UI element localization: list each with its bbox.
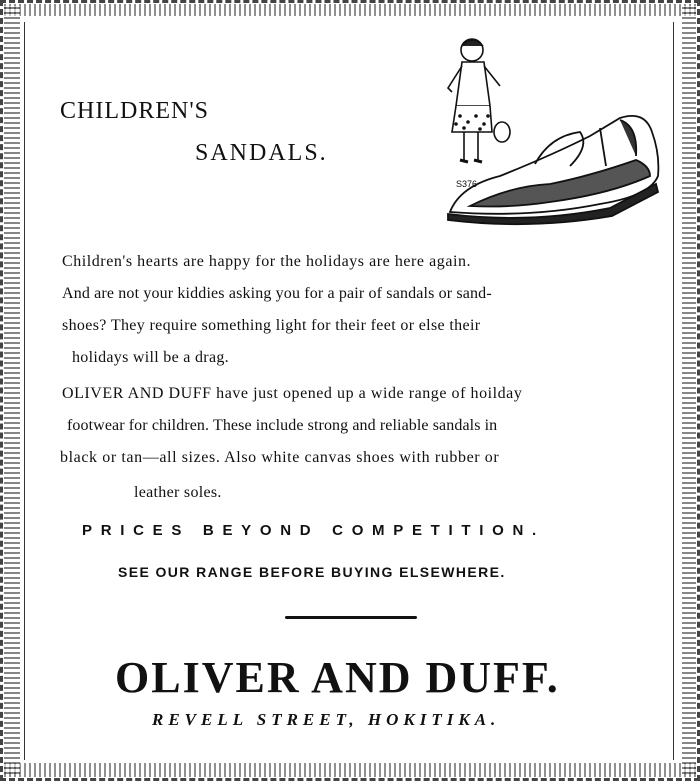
border-bottom bbox=[4, 763, 696, 777]
headline-line-1: CHILDREN'S bbox=[60, 98, 209, 124]
paragraph-2-line-2: footwear for children. These include strong and reliable sandals in bbox=[67, 417, 498, 434]
see-range-callout: SEE OUR RANGE BEFORE BUYING ELSEWHERE. bbox=[118, 564, 506, 580]
divider-rule bbox=[285, 616, 417, 619]
paragraph-2-line-3: black or tan—all sizes. Also white canvas shoes with rubber or bbox=[60, 449, 500, 466]
paragraph-2-line-1: OLIVER AND DUFF have just opened up a wide range of hoilday bbox=[62, 385, 523, 402]
border-top bbox=[4, 4, 696, 16]
paragraph-1-line-4: holidays will be a drag. bbox=[72, 349, 229, 366]
headline-line-2: SANDALS. bbox=[195, 140, 328, 166]
paragraph-1-line-3: shoes? They require something light for their feet or else their bbox=[62, 317, 481, 334]
prices-callout: PRICES BEYOND COMPETITION. bbox=[82, 522, 545, 539]
paragraph-1-line-2: And are not your kiddies asking you for a pair of sandals or sand- bbox=[62, 285, 492, 302]
store-address: REVELL STREET, HOKITIKA. bbox=[152, 710, 501, 729]
paragraph-1-line-1: Children's hearts are happy for the holidays are here again. bbox=[62, 253, 472, 270]
border-right bbox=[682, 6, 696, 774]
store-name: OLIVER AND DUFF. bbox=[115, 653, 560, 702]
illustration-label: S376 bbox=[456, 179, 478, 189]
girl-and-sandal-illustration bbox=[440, 36, 670, 226]
girl-figure bbox=[448, 39, 510, 162]
paragraph-2-line-4: leather soles. bbox=[134, 484, 222, 501]
border-left bbox=[4, 6, 20, 774]
